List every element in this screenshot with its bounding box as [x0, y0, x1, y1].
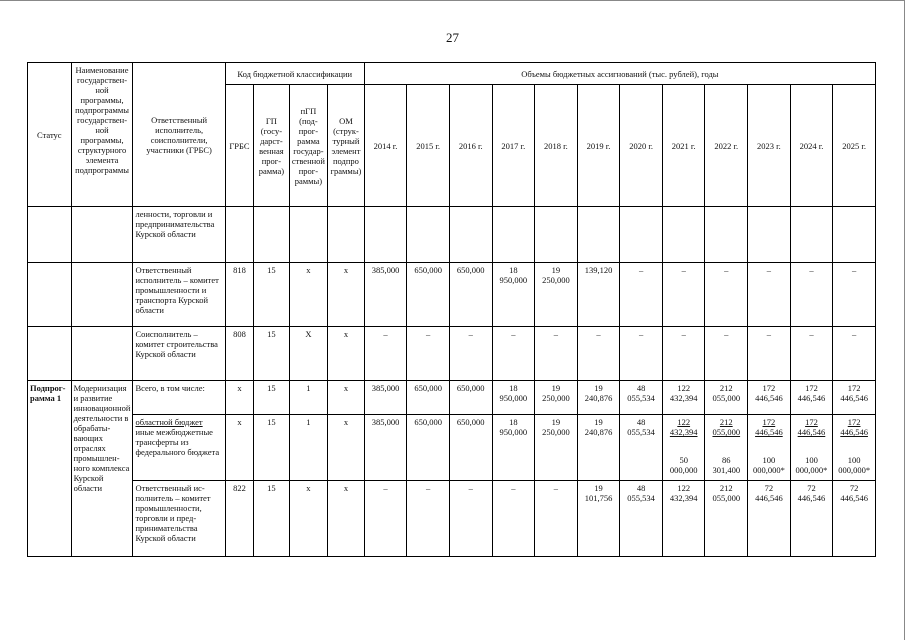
cell-value	[364, 207, 407, 263]
cell-value: 48 055,534	[620, 415, 663, 481]
cell-value: 72 446,546	[833, 481, 876, 557]
header-year: 2020 г.	[620, 85, 663, 207]
value-transfer: 50 000,000	[669, 455, 698, 475]
cell-value	[790, 415, 833, 481]
cell-gp: 15	[254, 481, 290, 557]
cell-value: –	[833, 263, 876, 327]
cell-value	[833, 415, 876, 481]
cell-value: 19 101,756	[577, 481, 620, 557]
header-year: 2024 г.	[790, 85, 833, 207]
cell-value: –	[833, 327, 876, 381]
cell-value: 122 432,394	[662, 481, 705, 557]
header-volume: Объемы бюджетных ассигнований (тыс. рублей), годы	[364, 63, 875, 85]
cell-executor: Ответственный исполнитель – комитет промышленности, торговли и предпринимательства Курской области	[133, 481, 225, 557]
cell-value: –	[790, 263, 833, 327]
value-regional: 172 446,546	[797, 417, 826, 437]
cell-value	[748, 207, 791, 263]
cell-value: –	[492, 327, 535, 381]
header-year: 2025 г.	[833, 85, 876, 207]
cell-status	[28, 207, 72, 263]
value-transfer: 100 000,000*	[752, 455, 785, 475]
cell-value: 122 432,394	[662, 381, 705, 415]
cell-value: 650,000	[449, 381, 492, 415]
header-year: 2014 г.	[364, 85, 407, 207]
cell-value: 139,120	[577, 263, 620, 327]
header-year: 2018 г.	[535, 85, 578, 207]
cell-value: –	[662, 263, 705, 327]
cell-value: 19 250,000	[535, 381, 578, 415]
cell-name-subprogram: Модернизация и развитие инновационной деятельности в обрабатывающих отраслях промышленного комплекса Курской области	[71, 381, 133, 557]
cell-value	[620, 207, 663, 263]
cell-value: 650,000	[407, 263, 450, 327]
cell-value: –	[748, 327, 791, 381]
cell-value	[705, 207, 748, 263]
cell-name	[71, 207, 133, 263]
cell-pgp: Х	[289, 327, 328, 381]
cell-value: 48 055,534	[620, 381, 663, 415]
cell-value	[790, 207, 833, 263]
cell-gp: 15	[254, 415, 290, 481]
value-regional: 172 446,546	[840, 417, 868, 437]
header-gp: ГП (государственная программа)	[254, 85, 290, 207]
cell-value: 385,000	[364, 415, 407, 481]
cell-value: –	[535, 481, 578, 557]
value-regional: 122 432,394	[669, 417, 698, 437]
cell-value: –	[535, 327, 578, 381]
table-row	[28, 327, 876, 381]
value-transfer: 100 000,000*	[795, 455, 828, 475]
cell-value	[535, 207, 578, 263]
cell-value	[492, 207, 535, 263]
header-year: 2023 г.	[748, 85, 791, 207]
cell-om	[328, 207, 365, 263]
cell-value: 650,000	[407, 381, 450, 415]
table-row	[28, 415, 876, 481]
regional-budget-label: областной бюджет	[135, 417, 203, 427]
cell-pgp: 1	[289, 381, 328, 415]
cell-pgp	[289, 207, 328, 263]
cell-grbs: х	[225, 415, 253, 481]
cell-pgp: 1	[289, 415, 328, 481]
page-number: 27	[446, 30, 459, 45]
cell-value: 72 446,546	[790, 481, 833, 557]
cell-value: –	[449, 327, 492, 381]
cell-executor: Ответственный исполнитель – комитет промышленности и транспорта Курской области	[133, 263, 225, 327]
cell-value: 18 950,000	[492, 263, 535, 327]
cell-value: –	[705, 263, 748, 327]
cell-executor: Всего, в том числе:	[133, 381, 225, 415]
cell-gp: 15	[254, 327, 290, 381]
cell-value: –	[449, 481, 492, 557]
cell-value: 172 446,546	[790, 381, 833, 415]
cell-value: 172 446,546	[833, 381, 876, 415]
cell-executor	[133, 415, 225, 481]
header-executor: Ответственный исполнитель, соисполнители, участники (ГРБС)	[133, 63, 225, 207]
cell-grbs: х	[225, 381, 253, 415]
cell-grbs: 822	[225, 481, 253, 557]
table-row	[28, 481, 876, 557]
header-year: 2017 г.	[492, 85, 535, 207]
cell-executor: Соисполнитель – комитет строительства Курской области	[133, 327, 225, 381]
cell-value: 18 950,000	[492, 415, 535, 481]
cell-value: –	[364, 481, 407, 557]
cell-value: 212 055,000	[705, 381, 748, 415]
cell-value: –	[705, 327, 748, 381]
cell-value: –	[662, 327, 705, 381]
cell-value: 650,000	[449, 415, 492, 481]
cell-pgp: х	[289, 481, 328, 557]
value-regional: 172 446,546	[755, 417, 783, 437]
cell-value: –	[492, 481, 535, 557]
cell-om: х	[328, 481, 365, 557]
cell-status-subprogram: Подпрограмма 1	[28, 381, 72, 557]
cell-gp: 15	[254, 381, 290, 415]
cell-gp	[254, 207, 290, 263]
cell-om: х	[328, 263, 365, 327]
value-regional: 212 055,000	[712, 417, 741, 437]
cell-value	[407, 207, 450, 263]
cell-status	[28, 327, 72, 381]
cell-om: х	[328, 381, 365, 415]
header-grbs: ГРБС	[225, 85, 253, 207]
cell-value: –	[364, 327, 407, 381]
header-kbk: Код бюджетной классификации	[225, 63, 364, 85]
table-row	[28, 381, 876, 415]
cell-pgp: х	[289, 263, 328, 327]
cell-value: 650,000	[449, 263, 492, 327]
table-row	[28, 263, 876, 327]
cell-value: 19 240,876	[577, 381, 620, 415]
cell-gp: 15	[254, 263, 290, 327]
cell-value	[705, 415, 748, 481]
cell-value: –	[407, 327, 450, 381]
header-row-1	[28, 63, 876, 85]
cell-value	[662, 415, 705, 481]
cell-value: –	[748, 263, 791, 327]
cell-value: 212 055,000	[705, 481, 748, 557]
header-year: 2015 г.	[407, 85, 450, 207]
cell-value	[577, 207, 620, 263]
table-row	[28, 207, 876, 263]
header-year: 2022 г.	[705, 85, 748, 207]
header-year: 2016 г.	[449, 85, 492, 207]
cell-value: 72 446,546	[748, 481, 791, 557]
cell-value	[833, 207, 876, 263]
cell-grbs	[225, 207, 253, 263]
cell-value	[449, 207, 492, 263]
budget-table	[27, 62, 876, 557]
value-transfer: 86 301,400	[712, 455, 741, 475]
cell-name	[71, 263, 133, 327]
cell-value: –	[407, 481, 450, 557]
cell-name	[71, 327, 133, 381]
cell-value: 48 055,534	[620, 481, 663, 557]
cell-om: х	[328, 415, 365, 481]
cell-om: х	[328, 327, 365, 381]
top-border-line	[0, 0, 905, 1]
cell-value: 19 250,000	[535, 415, 578, 481]
cell-value: 385,000	[364, 263, 407, 327]
cell-value: 650,000	[407, 415, 450, 481]
cell-value: 172 446,546	[748, 381, 791, 415]
cell-value: –	[620, 327, 663, 381]
cell-status	[28, 263, 72, 327]
cell-value: 19 240,876	[577, 415, 620, 481]
cell-executor: ленности, торговли и предпринимательства Курской области	[133, 207, 225, 263]
header-om: ОМ (структурный элемент подпрограммы)	[328, 85, 365, 207]
cell-value: –	[577, 327, 620, 381]
header-name: Наименование государственной программы, подпрограммы государственной программы, структурного элемента подпрограммы	[71, 63, 133, 207]
cell-value: 19 250,000	[535, 263, 578, 327]
header-year: 2019 г.	[577, 85, 620, 207]
cell-value	[748, 415, 791, 481]
cell-value: 18 950,000	[492, 381, 535, 415]
cell-value: 385,000	[364, 381, 407, 415]
transfers-label: иные межбюджетные трансферты из федерального бюджета	[135, 427, 220, 457]
header-year: 2021 г.	[662, 85, 705, 207]
cell-value	[662, 207, 705, 263]
cell-grbs: 808	[225, 327, 253, 381]
header-status: Статус	[28, 63, 72, 207]
cell-value: –	[790, 327, 833, 381]
cell-grbs: 818	[225, 263, 253, 327]
cell-value: –	[620, 263, 663, 327]
header-pgp: пГП (подпрограмма государственной программы)	[289, 85, 328, 207]
value-transfer: 100 000,000*	[838, 455, 871, 475]
